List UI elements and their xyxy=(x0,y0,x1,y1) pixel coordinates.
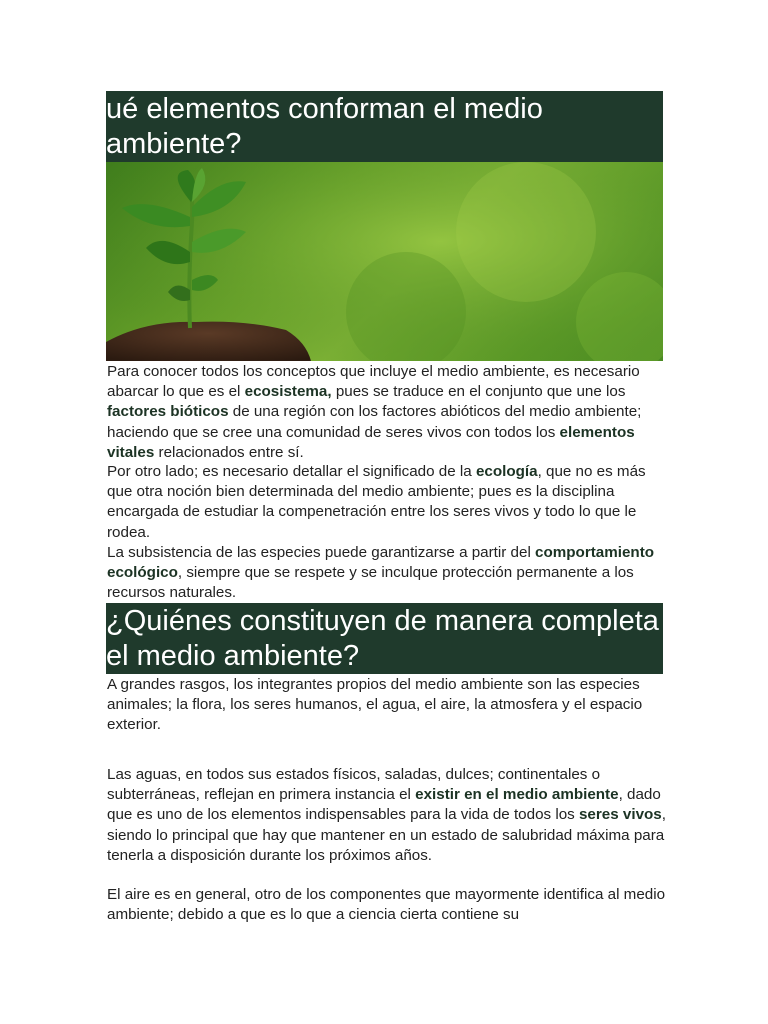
paragraph-ecosistema: Para conocer todos los conceptos que incluye el medio ambiente, es necesario abarcar lo que es el ecosistema, pues se traduce en el conjunto que une los factores bióticos de una región con los factores abióticos del medio ambiente; haciendo que se cree una comunidad de seres vivos con todos los elementos vitales relacionados entre sí. xyxy=(107,363,642,461)
paragraph-subsistencia: La subsistencia de las especies puede garantizarse a partir del comportamiento ecológico, siempre que se respete y se inculque protección permanente a los recursos naturales. xyxy=(107,544,655,602)
paragraph-aire: El aire es en general, otro de los componentes que mayormente identifica al medio ambiente; debido a que es lo que a ciencia cierta contiene su xyxy=(107,886,666,924)
paragraph-aguas: Las aguas, en todos sus estados físicos, saladas, dulces; continentales o subterráneas, reflejan en primera instancia el existir en el medio ambiente, dado que es uno de los elementos indispensables para la vida de todos los seres vivos, siendo lo principal que hay que mantener en un estado de salubridad máxima para tenerla a disposición durante los próximos años. xyxy=(107,766,666,864)
plant-seedling-image xyxy=(106,162,663,361)
plant-seedling-icon xyxy=(106,162,663,361)
paragraph-ecologia: Por otro lado; es necesario detallar el significado de la ecología, que no es más que otra noción bien determinada del medio ambiente; pues es la disciplina encargada de estudiar la compenetración entre los seres vivos y todo lo que le rodea. xyxy=(107,463,646,541)
paragraph-integrantes: A grandes rasgos, los integrantes propios del medio ambiente son las especies animales; la flora, los seres humanos, el agua, el aire, la atmosfera y el espacio exterior. xyxy=(107,676,643,734)
heading-elements: ué elementos conforman el medio ambiente? xyxy=(106,91,663,162)
heading-quienes: ¿Quiénes constituyen de manera completa el medio ambiente? xyxy=(106,603,663,674)
